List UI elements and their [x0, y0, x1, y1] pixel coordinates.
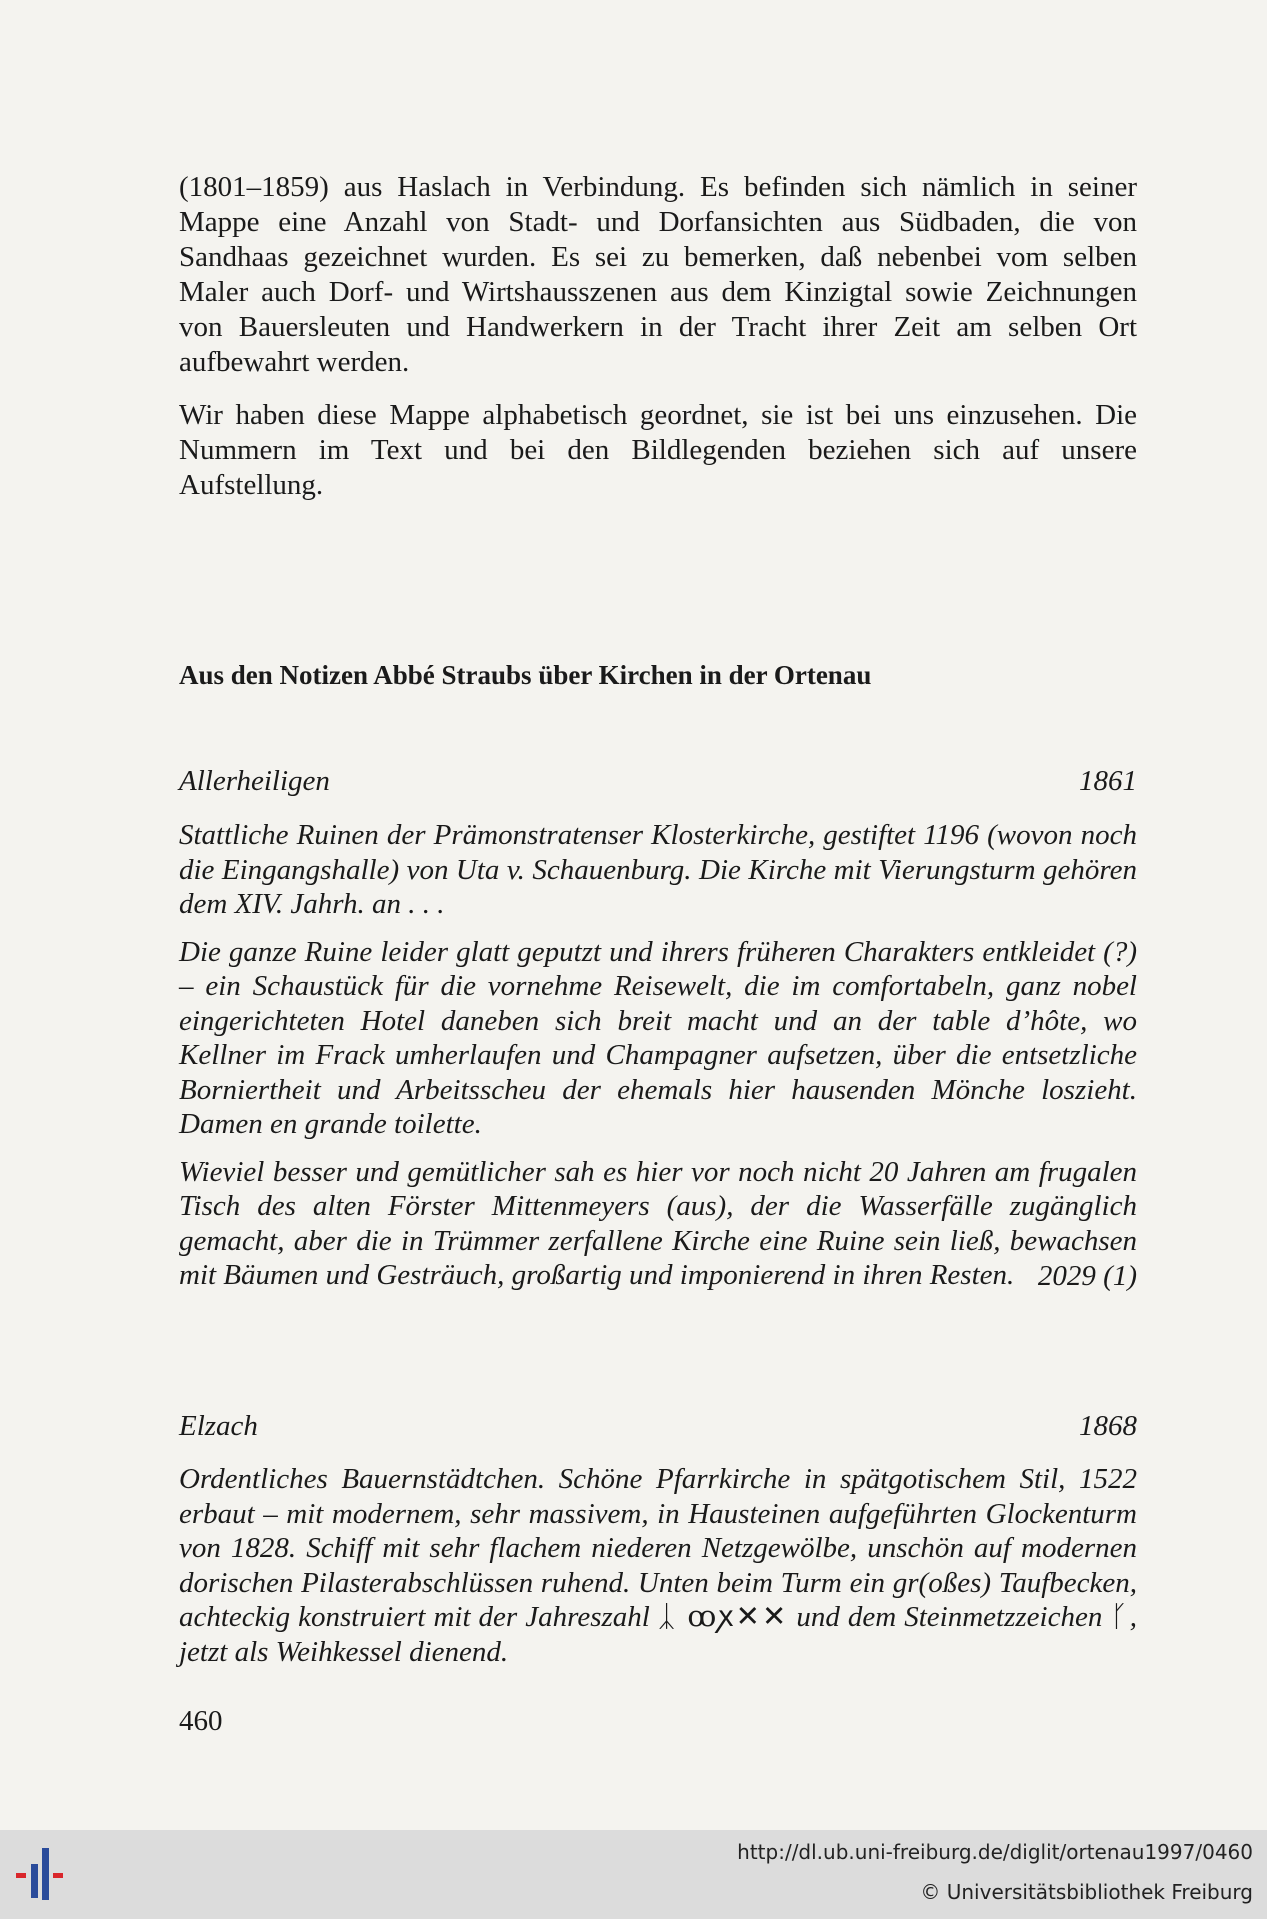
- page-number: 460: [179, 1705, 223, 1737]
- entry-body-elzach: [179, 1462, 1137, 1669]
- entry-paragraph-text-tail: , jetzt als Weihkessel dienend.: [179, 1601, 1138, 1668]
- intro-paragraph-2: Wir haben diese Mappe alphabetisch geordnet, sie ist bei uns einzusehen. Die Nummern im Text und bei den Bildlegenden beziehen sich auf unsere Aufstellung.: [179, 399, 1137, 501]
- copyright-text: © Universitätsbibliothek Freiburg: [920, 1880, 1253, 1904]
- entry-header-elzach: [179, 1410, 1137, 1443]
- source-url[interactable]: http://dl.ub.uni-freiburg.de/diglit/ortenau1997/0460: [737, 1840, 1253, 1864]
- entry-year: 1861: [1079, 765, 1137, 797]
- entry-place: Allerheiligen: [179, 765, 330, 797]
- entry-paragraph: Die ganze Ruine leider glatt geputzt und ihrers früheren Charakters entkleidet (?) – ein Schaustück für die vornehme Reisewelt, die im comfortabeln, ganz nobel eingerichteten Hotel daneben sich breit macht und an der table d’hôte, wo Kellner im Frack umherlaufen und Champagner aufsetzen, über die entsetzliche Borniertheit und Arbeitsscheu der ehemals hier hausenden Mönche loszieht. Damen en grande toilette.: [179, 935, 1137, 1140]
- intro-paragraph-1: (1801–1859) aus Haslach in Verbindung. Es befinden sich nämlich in seiner Mappe eine Anzahl von Stadt- und Dorfansichten aus Südbaden, die von Sandhaas gezeichnet wurden. Es sei zu bemerken, daß nebenbei vom selben Maler auch Dorf- und Wirtshausszenen aus dem Kinzigtal sowie Zeichnungen von Bauersleuten und Handwerkern in der Tracht ihrer Zeit am selben Ort aufbewahrt werden.: [179, 171, 1137, 378]
- footer-bar: [0, 1830, 1267, 1919]
- entry-header-allerheiligen: [179, 765, 1137, 798]
- entry-paragraph: [179, 1155, 1137, 1293]
- entry-place: Elzach: [179, 1410, 258, 1442]
- mason-mark-glyph: ᚴ: [1110, 1601, 1130, 1633]
- entry-year: 1868: [1079, 1410, 1137, 1442]
- library-logo-icon: [14, 1840, 84, 1910]
- entry-paragraph: [179, 1462, 1137, 1669]
- entry-body-allerheiligen: [179, 818, 1137, 1293]
- section-heading: Aus den Notizen Abbé Straubs über Kirchen in der Ortenau: [179, 660, 872, 690]
- entry-paragraph-text-end: und dem Steinmetzzeichen: [796, 1601, 1103, 1633]
- entry-reference: 2029 (1): [1037, 1259, 1137, 1292]
- year-marks-glyph: ᛣ ꝏꭗ✕✕: [657, 1601, 789, 1633]
- entry-paragraph-text: Ordentliches Bauernstädtchen. Schöne Pfarrkirche in spätgotischem Stil, 1522 erbaut – mit modernem, sehr massivem, in Hausteinen aufgeführten Glockenturm von 1828. Schiff mit sehr flachem niederen Netzgewölbe, unschön auf modernen dorischen Pilasterabschlüssen ruhend. Unten beim Turm ein gr(oßes) Taufbecken, achteckig konstruiert mit der Jahreszahl: [179, 1463, 1137, 1633]
- intro-text: [179, 170, 1137, 503]
- entry-paragraph-text: Wieviel besser und gemütlicher sah es hier vor noch nicht 20 Jahren am frugalen Tisch des alten Förster Mittenmeyers (aus), der die Wasserfälle zugänglich gemacht, aber die in Trümmer zerfallene Kirche eine Ruine sein ließ, bewachsen mit Bäumen und Gesträuch, großartig und imponierend in ihren Resten.: [179, 1155, 1137, 1291]
- entry-paragraph: Stattliche Ruinen der Prämonstratenser Klosterkirche, gestiftet 1196 (wovon noch die Eingangshalle) von Uta v. Schauenburg. Die Kirche mit Vierungsturm gehören dem XIV. Jahrh. an . . .: [179, 819, 1137, 920]
